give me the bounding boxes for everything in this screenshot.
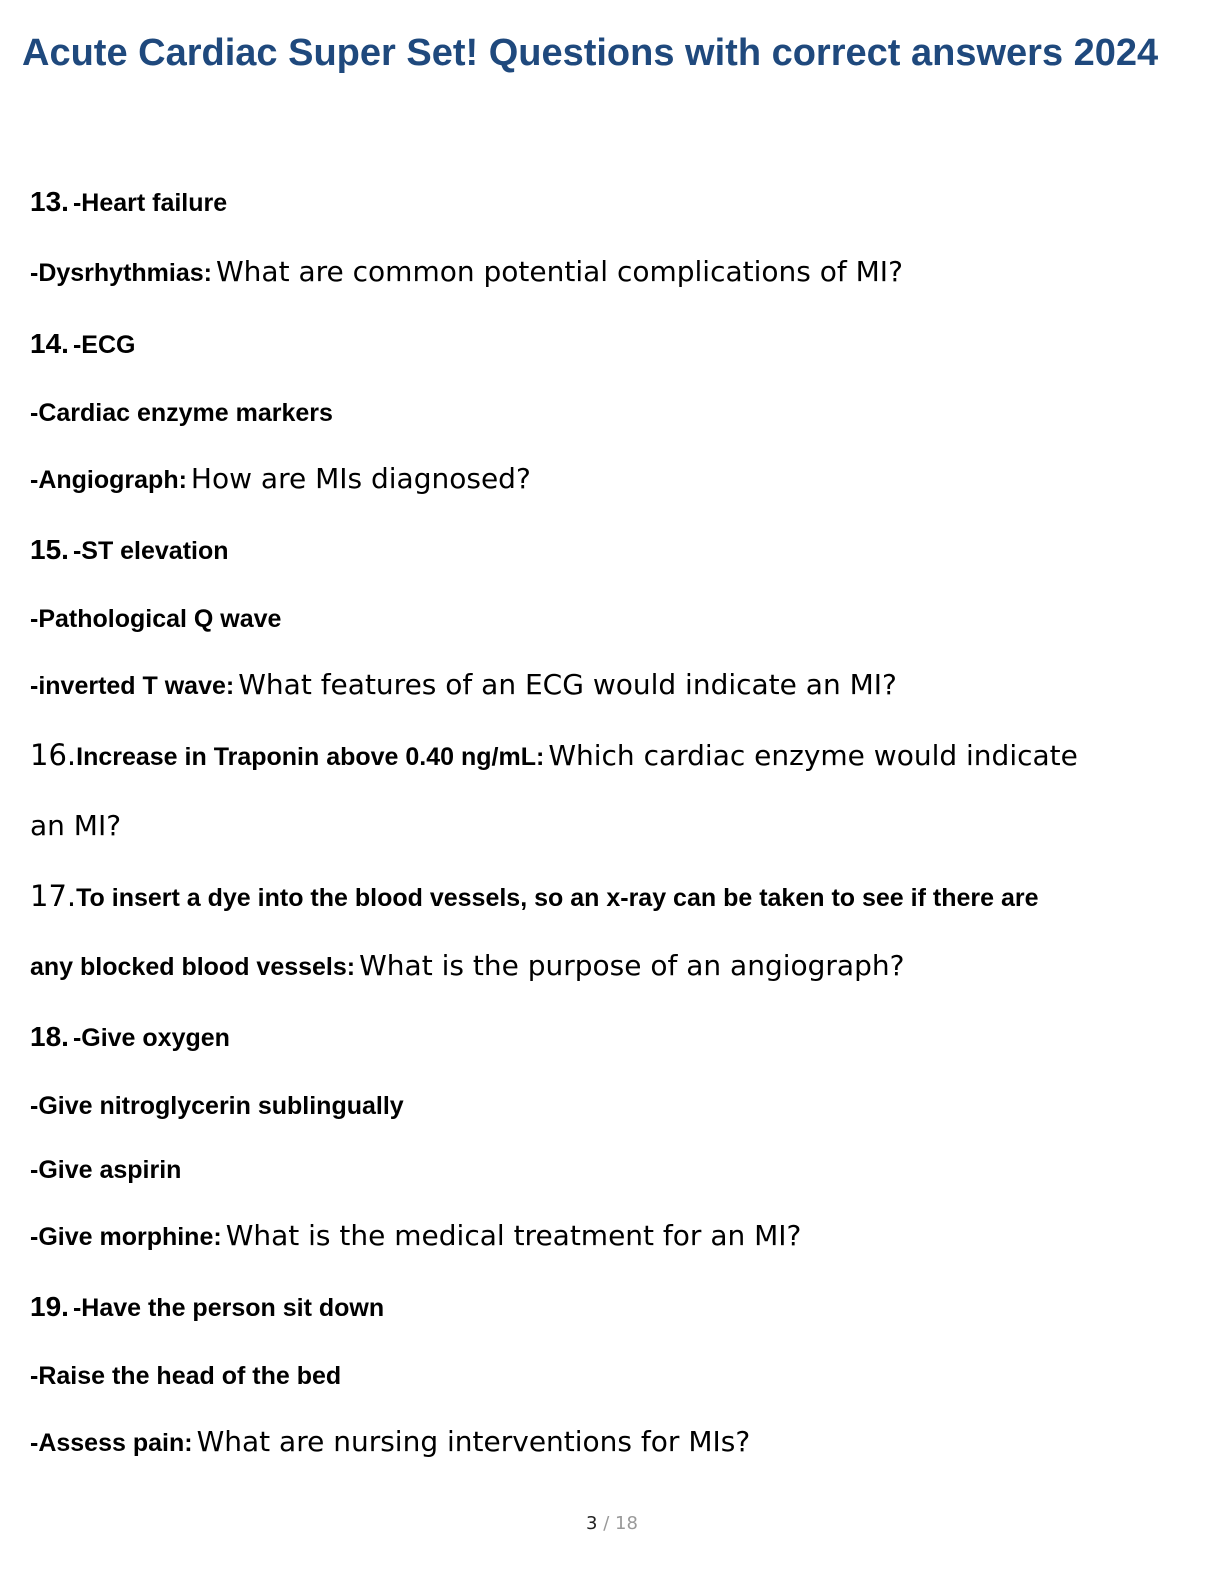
item-19-line-2 <box>30 1364 341 1389</box>
question-text: What is the purpose of an angiograph? <box>359 949 905 982</box>
answer-text: -Assess pain: <box>30 1429 193 1457</box>
page-number <box>0 1513 1224 1534</box>
item-18-line-4 <box>30 1219 802 1252</box>
item-18-line-3 <box>30 1158 181 1183</box>
item-number: 19. <box>30 1291 69 1322</box>
item-16-line-2 <box>30 809 122 842</box>
item-15-line-1 <box>30 536 229 564</box>
page-total: 18 <box>615 1513 638 1534</box>
document-title: Acute Cardiac Super Set! Questions with correct answers 2024 <box>22 32 1159 74</box>
item-17-line-2 <box>30 949 905 982</box>
item-17-line-1 <box>30 879 1039 913</box>
item-number: 16. <box>30 738 77 772</box>
answer-text: -Heart failure <box>72 189 228 217</box>
answer-text: To insert a dye into the blood vessels, so an x-ray can be taken to see if there are <box>76 884 1039 912</box>
item-number: 17. <box>30 879 77 913</box>
question-text: What are nursing interventions for MIs? <box>196 1425 751 1458</box>
item-16-line-1 <box>30 738 1078 772</box>
answer-text: -inverted T wave: <box>30 672 235 700</box>
item-18-line-1 <box>30 1023 230 1051</box>
item-14-line-2 <box>30 401 333 426</box>
item-number: 14. <box>30 328 69 359</box>
item-19-line-3 <box>30 1425 751 1458</box>
item-15-line-3 <box>30 668 897 701</box>
answer-text: any blocked blood vessels: <box>30 953 356 981</box>
question-text: How are MIs diagnosed? <box>190 462 531 495</box>
question-text: What are common potential complications of MI? <box>216 255 903 288</box>
answer-text: -Dysrhythmias: <box>30 259 212 287</box>
question-text: Which cardiac enzyme would indicate <box>548 739 1078 772</box>
page-current: 3 <box>586 1513 598 1534</box>
answer-text: -Give aspirin <box>30 1156 182 1184</box>
item-15-line-2 <box>30 607 281 632</box>
question-text: What features of an ECG would indicate an MI? <box>238 668 897 701</box>
answer-text: -Angiograph: <box>30 466 187 494</box>
answer-text: -Give morphine: <box>30 1223 222 1251</box>
answer-text: -Give oxygen <box>72 1024 230 1052</box>
item-13-line-1 <box>30 188 227 216</box>
answer-text: -Have the person sit down <box>72 1294 385 1322</box>
item-14-line-1 <box>30 330 135 358</box>
item-number: 15. <box>30 534 69 565</box>
page-separator: / <box>603 1513 610 1534</box>
question-text: What is the medical treatment for an MI? <box>225 1219 802 1252</box>
item-number: 13. <box>30 186 69 217</box>
answer-text: Increase in Traponin above 0.40 ng/mL: <box>76 743 545 771</box>
item-number: 18. <box>30 1021 69 1052</box>
answer-text: -ECG <box>72 331 136 359</box>
answer-text: -Raise the head of the bed <box>30 1362 342 1390</box>
answer-text: -Pathological Q wave <box>30 605 282 633</box>
answer-text: -Give nitroglycerin sublingually <box>30 1092 404 1120</box>
question-text: an MI? <box>30 809 122 842</box>
answer-text: -ST elevation <box>72 537 229 565</box>
item-13-line-2 <box>30 255 903 288</box>
item-18-line-2 <box>30 1094 404 1119</box>
item-14-line-3 <box>30 462 531 495</box>
item-19-line-1 <box>30 1293 384 1321</box>
answer-text: -Cardiac enzyme markers <box>30 399 333 427</box>
